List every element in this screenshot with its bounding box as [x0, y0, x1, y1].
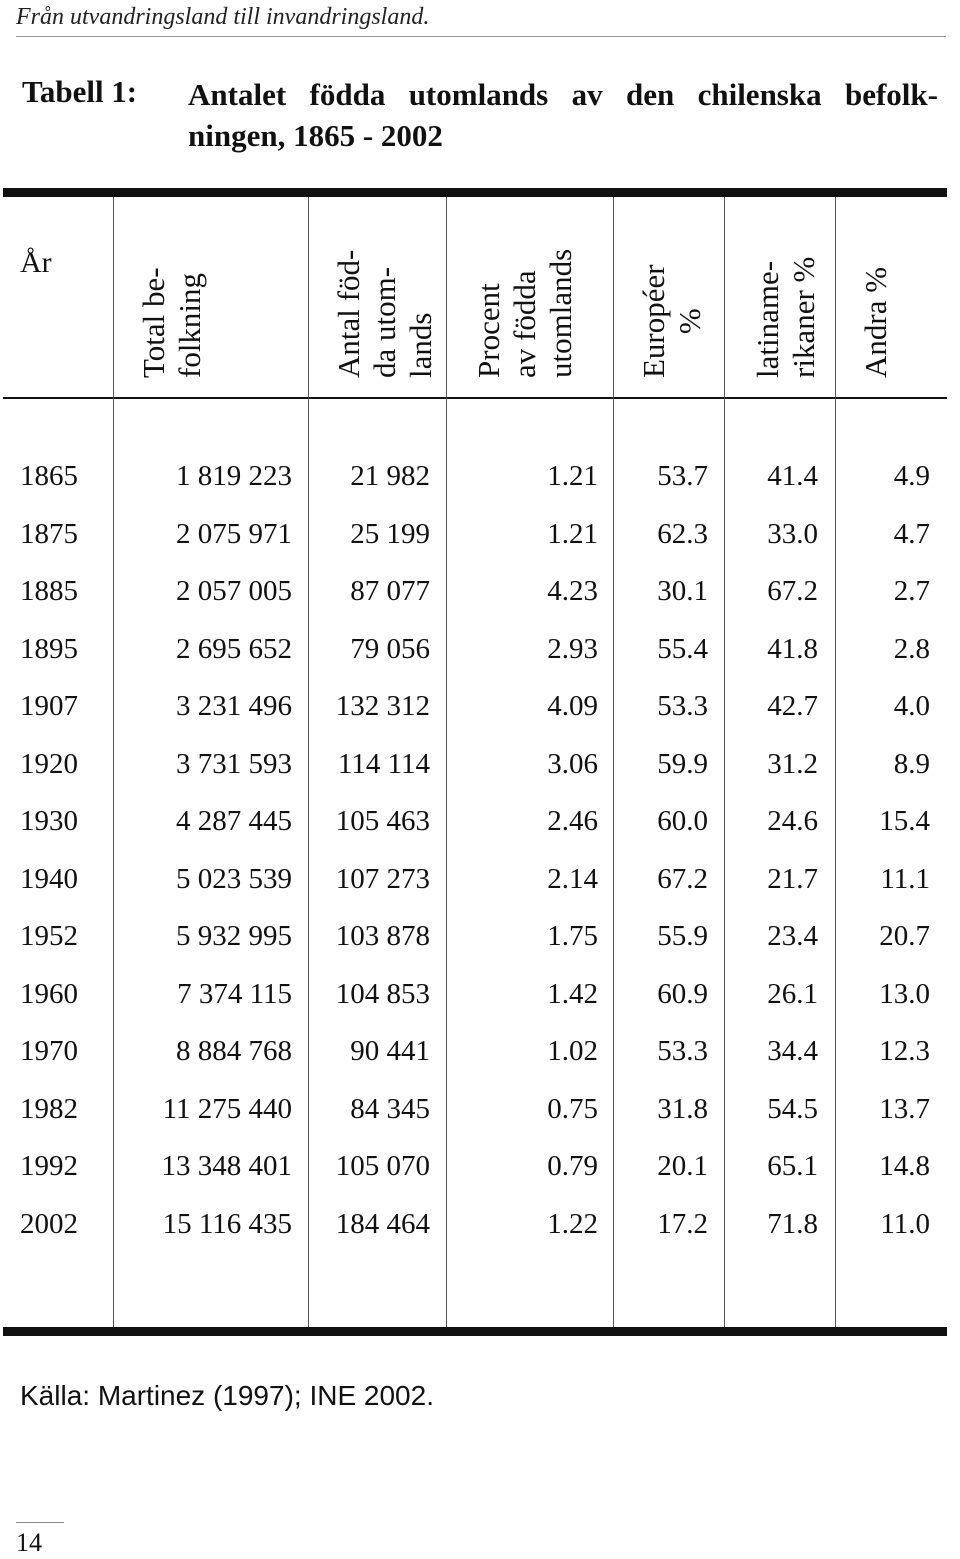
table-row [0, 518, 960, 558]
table-row [0, 1150, 960, 1190]
cell-antal: 107 273 [335, 862, 430, 895]
cell-total: 7 374 115 [177, 977, 292, 1010]
cell-lat: 41.8 [767, 632, 818, 665]
cell-antal: 114 114 [337, 747, 430, 780]
cell-andra: 12.3 [879, 1035, 930, 1067]
header-line: Antal föd- [331, 249, 366, 378]
cell-antal: 25 199 [350, 517, 430, 550]
cell-lat: 31.2 [767, 747, 818, 780]
cell-proc: 4.09 [547, 690, 598, 722]
cell-year: 1940 [20, 862, 78, 895]
cell-total: 15 116 435 [162, 1207, 292, 1240]
page-number: 14 [16, 1528, 42, 1557]
table-row [0, 633, 960, 673]
header-line: Andra % [858, 266, 893, 378]
header-latin-americans [750, 257, 822, 378]
header-line: Européer [636, 264, 671, 378]
cell-eur: 67.2 [657, 862, 708, 895]
cell-andra: 2.8 [893, 632, 930, 665]
header-line: lands [403, 312, 438, 378]
table-row [0, 460, 960, 500]
cell-eur: 30.1 [657, 575, 708, 607]
cell-antal: 84 345 [350, 1092, 430, 1125]
cell-eur: 17.2 [657, 1207, 708, 1240]
cell-proc: 1.21 [547, 460, 598, 492]
cell-total: 8 884 768 [176, 1035, 292, 1067]
header-other [858, 267, 894, 378]
cell-proc: 2.14 [547, 862, 598, 895]
table-row [0, 748, 960, 788]
cell-total: 2 695 652 [176, 632, 292, 665]
cell-proc: 1.21 [547, 517, 598, 550]
source-note: Källa: Martinez (1997); INE 2002. [20, 1380, 434, 1411]
table-row [0, 978, 960, 1018]
table-row [0, 1093, 960, 1133]
cell-antal: 21 982 [350, 460, 430, 492]
cell-year: 1982 [20, 1092, 78, 1125]
cell-eur: 55.4 [657, 632, 708, 665]
footer-rule [16, 1522, 64, 1523]
table-row [0, 805, 960, 845]
cell-total: 3 731 593 [176, 747, 292, 780]
cell-andra: 11.1 [880, 862, 930, 895]
cell-antal: 105 070 [335, 1150, 430, 1182]
cell-andra: 8.9 [893, 747, 930, 780]
header-percent-foreign [471, 249, 579, 378]
cell-eur: 60.9 [657, 977, 708, 1010]
cell-lat: 71.8 [767, 1207, 818, 1240]
header-europeans [636, 264, 708, 378]
cell-lat: 42.7 [767, 690, 818, 722]
cell-antal: 90 441 [350, 1035, 430, 1067]
cell-year: 2002 [20, 1207, 78, 1240]
header-total-population [136, 267, 208, 378]
cell-total: 11 275 440 [162, 1092, 292, 1125]
table-row [0, 690, 960, 730]
table-title-line1: Antalet födda utomlands av den chilenska befolk- [188, 77, 938, 112]
cell-eur: 62.3 [657, 517, 708, 550]
cell-lat: 21.7 [767, 862, 818, 895]
header-foreign-born [331, 250, 439, 378]
cell-year: 1960 [20, 977, 78, 1010]
cell-total: 5 023 539 [176, 862, 292, 895]
header-line: utomlands [543, 248, 578, 378]
cell-eur: 31.8 [657, 1092, 708, 1125]
cell-year: 1907 [20, 690, 78, 722]
cell-year: 1920 [20, 747, 78, 780]
table-row [0, 1208, 960, 1248]
table-title-line2: ningen, 1865 - 2002 [188, 118, 443, 153]
cell-andra: 4.7 [893, 517, 930, 550]
cell-lat: 34.4 [767, 1035, 818, 1067]
cell-andra: 4.9 [893, 460, 930, 492]
cell-year: 1875 [20, 517, 78, 550]
cell-antal: 79 056 [350, 632, 430, 665]
table-row [0, 920, 960, 960]
cell-antal: 184 464 [335, 1207, 430, 1240]
header-line: folkning [172, 272, 207, 378]
cell-proc: 3.06 [547, 747, 598, 780]
header-line: % [672, 308, 707, 335]
table-row [0, 575, 960, 615]
cell-andra: 4.0 [893, 690, 930, 722]
cell-proc: 2.46 [547, 805, 598, 837]
header-line: av födda [507, 270, 542, 378]
table-bottom-rule [3, 1327, 947, 1336]
cell-eur: 60.0 [657, 805, 708, 837]
cell-year: 1952 [20, 920, 78, 952]
header-line: rikaner % [786, 256, 821, 378]
cell-eur: 55.9 [657, 920, 708, 952]
header-line: Total be- [136, 267, 171, 378]
table-row [0, 1035, 960, 1075]
running-head: Från utvandringsland till invandringsland. [16, 4, 430, 30]
cell-total: 3 231 496 [176, 690, 292, 722]
cell-proc: 0.79 [547, 1150, 598, 1182]
table-top-rule [3, 188, 947, 197]
cell-proc: 1.22 [547, 1207, 598, 1240]
cell-andra: 20.7 [879, 920, 930, 952]
table-title [188, 74, 938, 156]
cell-total: 2 057 005 [176, 575, 292, 607]
cell-lat: 54.5 [767, 1092, 818, 1125]
cell-total: 1 819 223 [176, 460, 292, 492]
cell-andra: 14.8 [879, 1150, 930, 1182]
cell-lat: 41.4 [767, 460, 818, 492]
cell-lat: 24.6 [767, 805, 818, 837]
cell-antal: 87 077 [350, 575, 430, 607]
header-year: År [20, 246, 52, 279]
cell-andra: 2.7 [893, 575, 930, 607]
cell-eur: 20.1 [657, 1150, 708, 1182]
header-rule [16, 36, 946, 37]
cell-lat: 33.0 [767, 517, 818, 550]
cell-year: 1930 [20, 805, 78, 837]
cell-lat: 65.1 [767, 1150, 818, 1182]
table-label: Tabell 1: [22, 74, 138, 109]
cell-andra: 13.0 [879, 977, 930, 1010]
cell-proc: 2.93 [547, 632, 598, 665]
cell-total: 4 287 445 [176, 805, 292, 837]
cell-lat: 67.2 [767, 575, 818, 607]
cell-andra: 11.0 [880, 1207, 930, 1240]
cell-eur: 53.7 [657, 460, 708, 492]
cell-total: 13 348 401 [161, 1150, 292, 1182]
cell-year: 1970 [20, 1035, 78, 1067]
cell-total: 5 932 995 [176, 920, 292, 952]
cell-year: 1885 [20, 575, 78, 607]
cell-lat: 26.1 [767, 977, 818, 1010]
cell-year: 1865 [20, 460, 78, 492]
cell-year: 1992 [20, 1150, 78, 1182]
cell-proc: 1.75 [547, 920, 598, 952]
cell-eur: 53.3 [657, 1035, 708, 1067]
cell-antal: 104 853 [335, 977, 430, 1010]
cell-eur: 59.9 [657, 747, 708, 780]
cell-andra: 13.7 [879, 1092, 930, 1125]
table-header-rule [3, 397, 947, 399]
header-line: Procent [471, 283, 506, 378]
cell-antal: 132 312 [335, 690, 430, 722]
header-line: da utom- [367, 266, 402, 378]
cell-year: 1895 [20, 632, 78, 665]
table-row [0, 863, 960, 903]
cell-proc: 0.75 [547, 1092, 598, 1125]
cell-lat: 23.4 [767, 920, 818, 952]
cell-proc: 4.23 [547, 575, 598, 607]
cell-proc: 1.02 [547, 1035, 598, 1067]
header-line: latiname- [750, 260, 785, 378]
cell-andra: 15.4 [879, 805, 930, 837]
cell-total: 2 075 971 [176, 517, 292, 550]
cell-proc: 1.42 [547, 977, 598, 1010]
cell-antal: 105 463 [335, 805, 430, 837]
cell-antal: 103 878 [335, 920, 430, 952]
cell-eur: 53.3 [657, 690, 708, 722]
